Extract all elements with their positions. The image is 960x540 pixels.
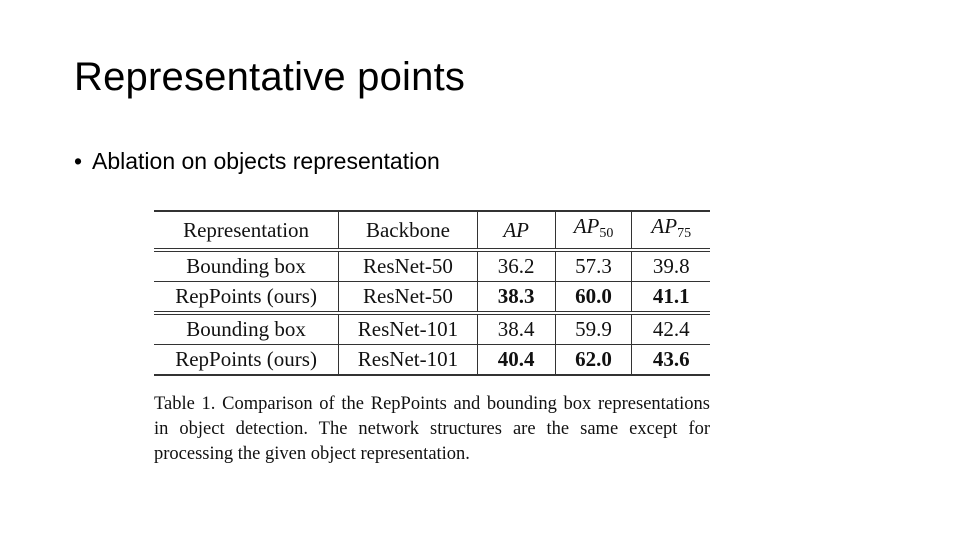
cell-ap: 36.2 xyxy=(477,250,555,282)
header-ap75 xyxy=(632,211,710,250)
bullet-item xyxy=(74,148,440,176)
table-row xyxy=(154,282,710,314)
table-figure xyxy=(154,210,712,467)
cell-backbone: ResNet-50 xyxy=(339,282,478,314)
cell-ap50: 62.0 xyxy=(555,345,632,376)
table-row xyxy=(154,345,710,376)
cell-backbone: ResNet-101 xyxy=(339,345,478,376)
header-representation: Representation xyxy=(154,211,339,250)
header-ap50-subscript: 50 xyxy=(599,226,614,241)
header-ap xyxy=(477,211,555,250)
cell-ap75: 41.1 xyxy=(632,282,710,314)
slide-title: Representative points xyxy=(74,55,466,99)
table-header-row xyxy=(154,211,710,250)
cell-backbone: ResNet-50 xyxy=(339,250,478,282)
header-ap50 xyxy=(555,211,632,250)
header-ap50-label: AP xyxy=(573,214,600,238)
cell-representation: RepPoints (ours) xyxy=(154,282,339,314)
cell-ap50: 57.3 xyxy=(555,250,632,282)
table-row xyxy=(154,313,710,345)
header-ap-label: AP xyxy=(503,217,529,242)
header-backbone: Backbone xyxy=(339,211,478,250)
cell-ap75: 39.8 xyxy=(632,250,710,282)
cell-ap75: 43.6 xyxy=(632,345,710,376)
header-ap75-subscript: 75 xyxy=(677,226,692,241)
table-row xyxy=(154,250,710,282)
results-table xyxy=(154,210,710,376)
cell-representation: RepPoints (ours) xyxy=(154,345,339,376)
cell-ap: 38.3 xyxy=(477,282,555,314)
cell-ap: 38.4 xyxy=(477,313,555,345)
cell-backbone: ResNet-101 xyxy=(339,313,478,345)
cell-representation: Bounding box xyxy=(154,313,339,345)
table-caption: Table 1. Comparison of the RepPoints and bounding box representations in object detection. The network structures are the same except for processing the given object representation. xyxy=(154,394,710,464)
cell-ap50: 59.9 xyxy=(555,313,632,345)
bullet-icon: • xyxy=(74,148,83,174)
header-ap75-label: AP xyxy=(651,214,678,238)
cell-ap50: 60.0 xyxy=(555,282,632,314)
cell-ap: 40.4 xyxy=(477,345,555,376)
cell-ap75: 42.4 xyxy=(632,313,710,345)
bullet-text: Ablation on objects representation xyxy=(92,148,440,174)
cell-representation: Bounding box xyxy=(154,250,339,282)
